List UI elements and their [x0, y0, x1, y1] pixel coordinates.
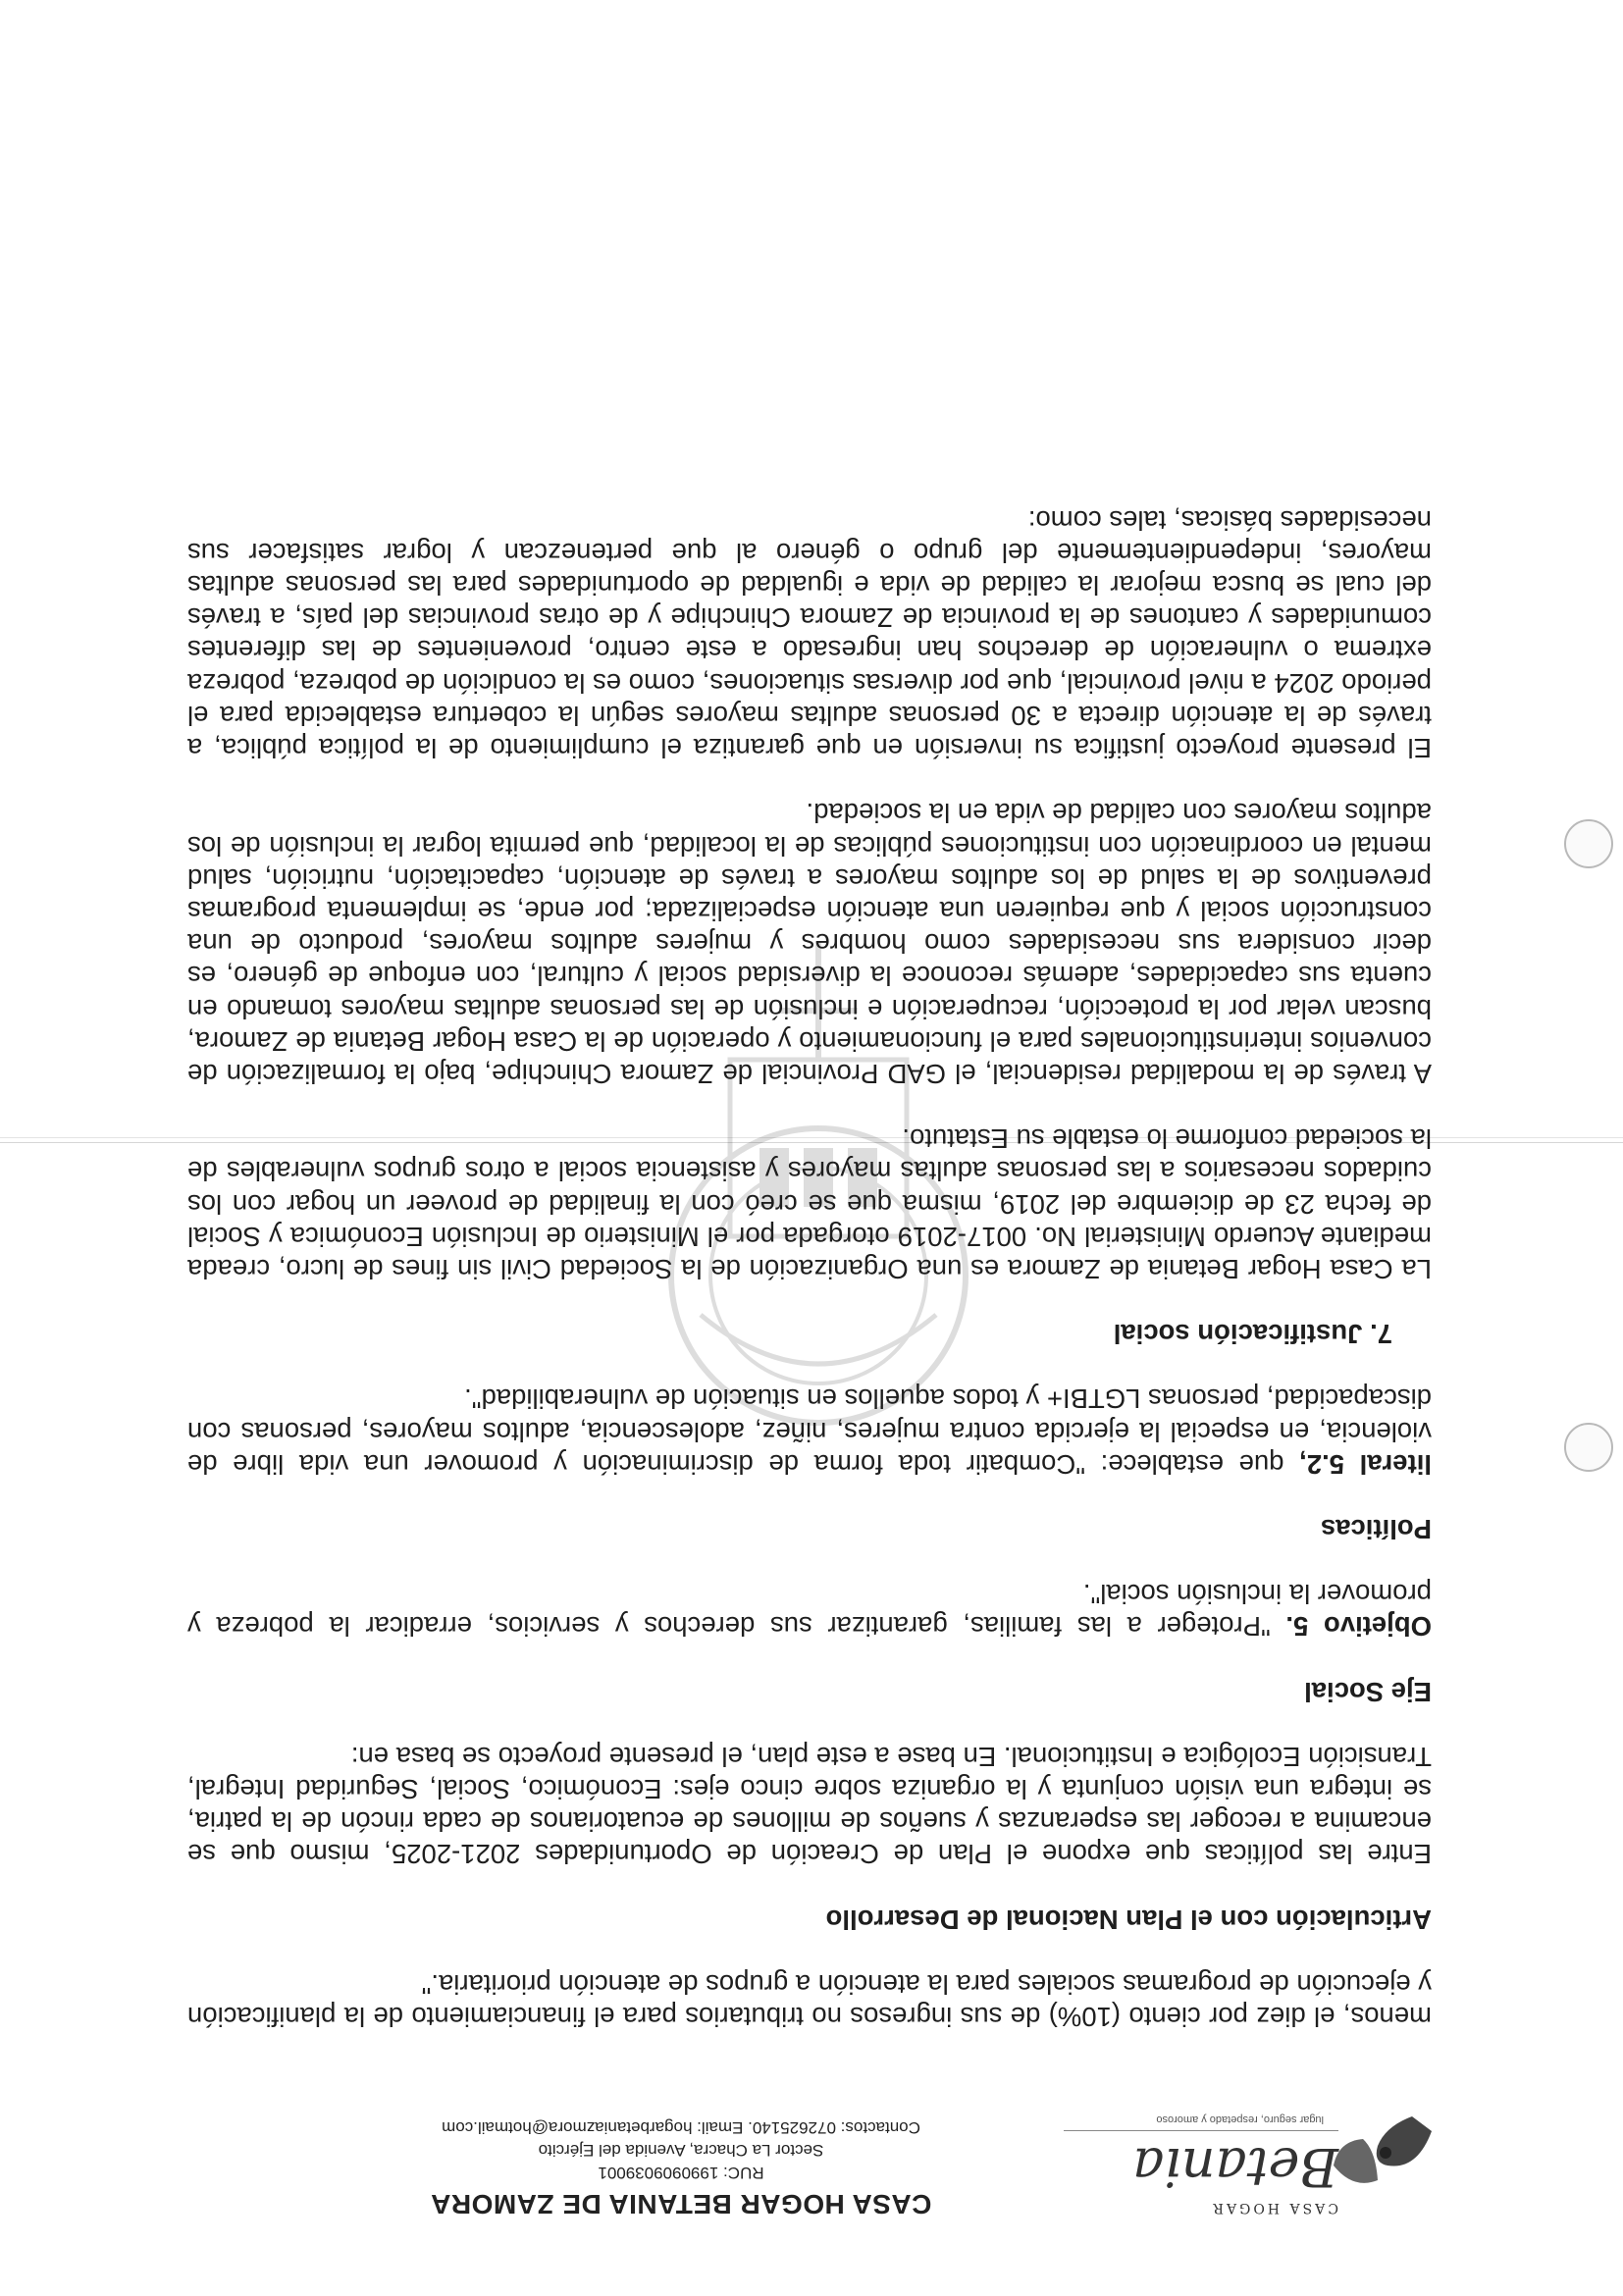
document-body — [187, 503, 1432, 2033]
letterhead — [171, 2062, 1446, 2219]
organization-logo — [1054, 2072, 1446, 2219]
modalidad-paragraph: A través de la modalidad residencial, el GAD Provincial de Zamora Chinchipe, bajo la formalización de convenios interinstitucionales para el funcionamiento y operación de la Casa Hogar Betania de Zamora, buscan velar por la protección, recuperación e inclusión de las personas adultas mayores tomando en cuenta sus capacidades, además reconoce la diversidad social y cultural, con enfoque de género, es decir considera sus necesidades como hombres y mujeres adultos mayores, producto de una construcción social y que requieren una atención especializada; por ende, se implementa programas preventivos de la salud de los adultos mayores a través de atención, capacitación, nutrición, salud mental en coordinación con instituciones públicas de la localidad, que permita lograr la inclusión de los adultos mayores con calidad de vida en la sociedad. — [187, 798, 1432, 1089]
logo-tagline: lugar seguro, respetado y amoroso — [1156, 2113, 1324, 2125]
punch-hole — [1564, 819, 1613, 868]
literal-lead: literal 5.2, — [1299, 1448, 1432, 1480]
objetivo-lead: Objetivo 5. — [1285, 1611, 1432, 1643]
punch-hole — [1564, 1423, 1613, 1472]
section-7-title: 7. Justificación social — [1113, 1319, 1392, 1350]
pnd-paragraph: Entre las políticas que expone el Plan de Creación de Oportunidades 2021-2025, mismo que se encamina a recoger las esperanzas y sueños de millones de ecuatorianos de cada rincón de la patria, se integra una visión conjunta y la organiza sobre cinco ejes: Económico, Social, Seguridad Integral, Transición Ecológica e Institucional. En base a este plan, el presente proyecto se basa en: — [187, 1741, 1432, 1870]
casa-hogar-paragraph: La Casa Hogar Betania de Zamora es una Organización de la Sociedad Civil sin fines de lucro, creada mediante Acuerdo Ministerial No. 0017-2019 otorgada por el Ministerio de Inclusión Económica y Social de fecha 23 de diciembre del 2019, misma que se creó con la finalidad de proveer un hogar con los cuidados necesarios a las personas adultas mayores y asistencia social a otros grupos vulnerables de la sociedad conforme lo estable su Estatuto. — [187, 1123, 1432, 1284]
letterhead-text — [338, 2114, 1024, 2219]
section-title-pnd: Articulación con el Plan Nacional de Desarrollo — [825, 1904, 1432, 1935]
politicas-title: Políticas — [1320, 1513, 1432, 1544]
logo-casa-hogar-text: CASA HOGAR — [1210, 2200, 1338, 2216]
presente-paragraph: El presente proyecto justifica su inversión en que garantiza el cumplimiento de la política pública, a través de la atención directa a 30 personas adultas mayores según la cobertura establecida para el periodo 2024 a nivel provincial, que por diversas situaciones, como es la condición de pobreza, pobreza extrema o vulneración de derechos han ingresado a este centro, provenientes de las diferentes comunidades y cantones de la provincia de Zamora Chinchipe y de otras provincias del país, a través del cual se busca mejorar la calidad de vida e igualdad de oportunidades para las personas adultas mayores, independientemente del grupo o género al que pertenezcan y lograr satisfacer sus necesidades básicas, tales como: — [187, 504, 1432, 764]
intro-paragraph: menos, el diez por ciento (10%) de sus ingresos no tributarios para el financiamiento de la planificación y ejecución de programas sociales para la atención a grupos de atención prioritaria." — [187, 1968, 1432, 2032]
organization-address: Sector La Chacra, Avenida del Ejército — [538, 2141, 824, 2160]
organization-contacts: Contactos: 072625140. Email: hogarbetaniazmora@hotmail.com — [442, 2118, 920, 2137]
objetivo-text: "Proteger a las familias, garantizar sus derechos y servicios, erradicar la pobreza y promover la inclusión social". — [187, 1579, 1432, 1643]
logo-divider — [1064, 2130, 1338, 2131]
literal-paragraph — [187, 1383, 1432, 1481]
eje-social-title: Eje Social — [1304, 1676, 1432, 1707]
logo-script-name: Betania — [1132, 2136, 1338, 2198]
literal-text: que establece: "Combatir toda forma de discriminación y promover una vida libre de violencia, en especial la ejercida contra mujeres, niñez, adolescencia, adultos mayores, personas con discapacidad, personas LGTBI+ y todos aquellos en situación de vulnerabilidad". — [187, 1383, 1432, 1480]
objetivo-paragraph — [187, 1578, 1432, 1643]
organization-ruc: RUC: 1990909039001 — [598, 2164, 764, 2182]
organization-name: CASA HOGAR BETANIA DE ZAMORA — [430, 2189, 932, 2219]
